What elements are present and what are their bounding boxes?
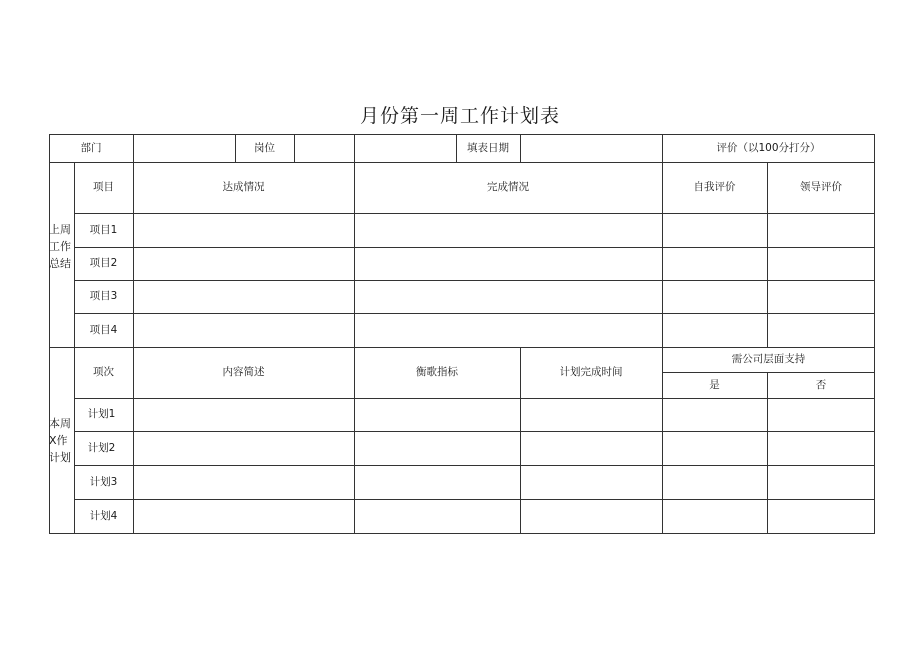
col-support-header: 需公司层面支持 <box>731 353 806 366</box>
col-leader-rating-header: 领导评价 <box>800 181 842 194</box>
col-item-header: 项目 <box>93 181 114 194</box>
this-week-row-label: 计划3 <box>89 475 118 488</box>
dept-label: 部门 <box>80 141 102 154</box>
weekly-plan-form <box>49 134 875 534</box>
date-label: 填表日期 <box>467 141 509 154</box>
col-time-header: 计划完成时间 <box>559 366 623 379</box>
last-week-row-label: 项目4 <box>89 323 118 336</box>
post-value-field[interactable] <box>295 134 354 162</box>
this-week-row-label: 计划2 <box>87 441 116 454</box>
this-week-row-label: 计划1 <box>87 408 116 421</box>
last-week-section-label: 上周工作总结 <box>49 223 71 270</box>
col-seq-header: 项次 <box>93 366 114 379</box>
this-week-section-label: 本周X作计划 <box>49 417 71 464</box>
rating-label: 评价（以100分打分） <box>716 141 821 154</box>
form-title: 月份第一周工作计划表 <box>359 105 560 127</box>
last-week-row-label: 项目2 <box>89 257 118 270</box>
last-week-row-label: 项目3 <box>89 290 118 303</box>
this-week-row-label: 计划4 <box>89 510 118 523</box>
col-yes-header: 是 <box>709 378 720 391</box>
last-week-row-label: 项目1 <box>89 223 118 236</box>
post-label: 岗位 <box>254 141 275 154</box>
col-no-header: 否 <box>815 378 827 391</box>
date-value-field[interactable] <box>521 134 662 162</box>
col-metric-header: 衡歌指标 <box>416 366 458 379</box>
col-done-header: 完成情况 <box>487 181 529 194</box>
dept-value-field[interactable] <box>134 134 235 162</box>
col-desc-header: 内容简述 <box>222 366 265 379</box>
col-self-rating-header: 自我评价 <box>693 181 736 194</box>
col-status-header: 达成情况 <box>222 181 265 194</box>
